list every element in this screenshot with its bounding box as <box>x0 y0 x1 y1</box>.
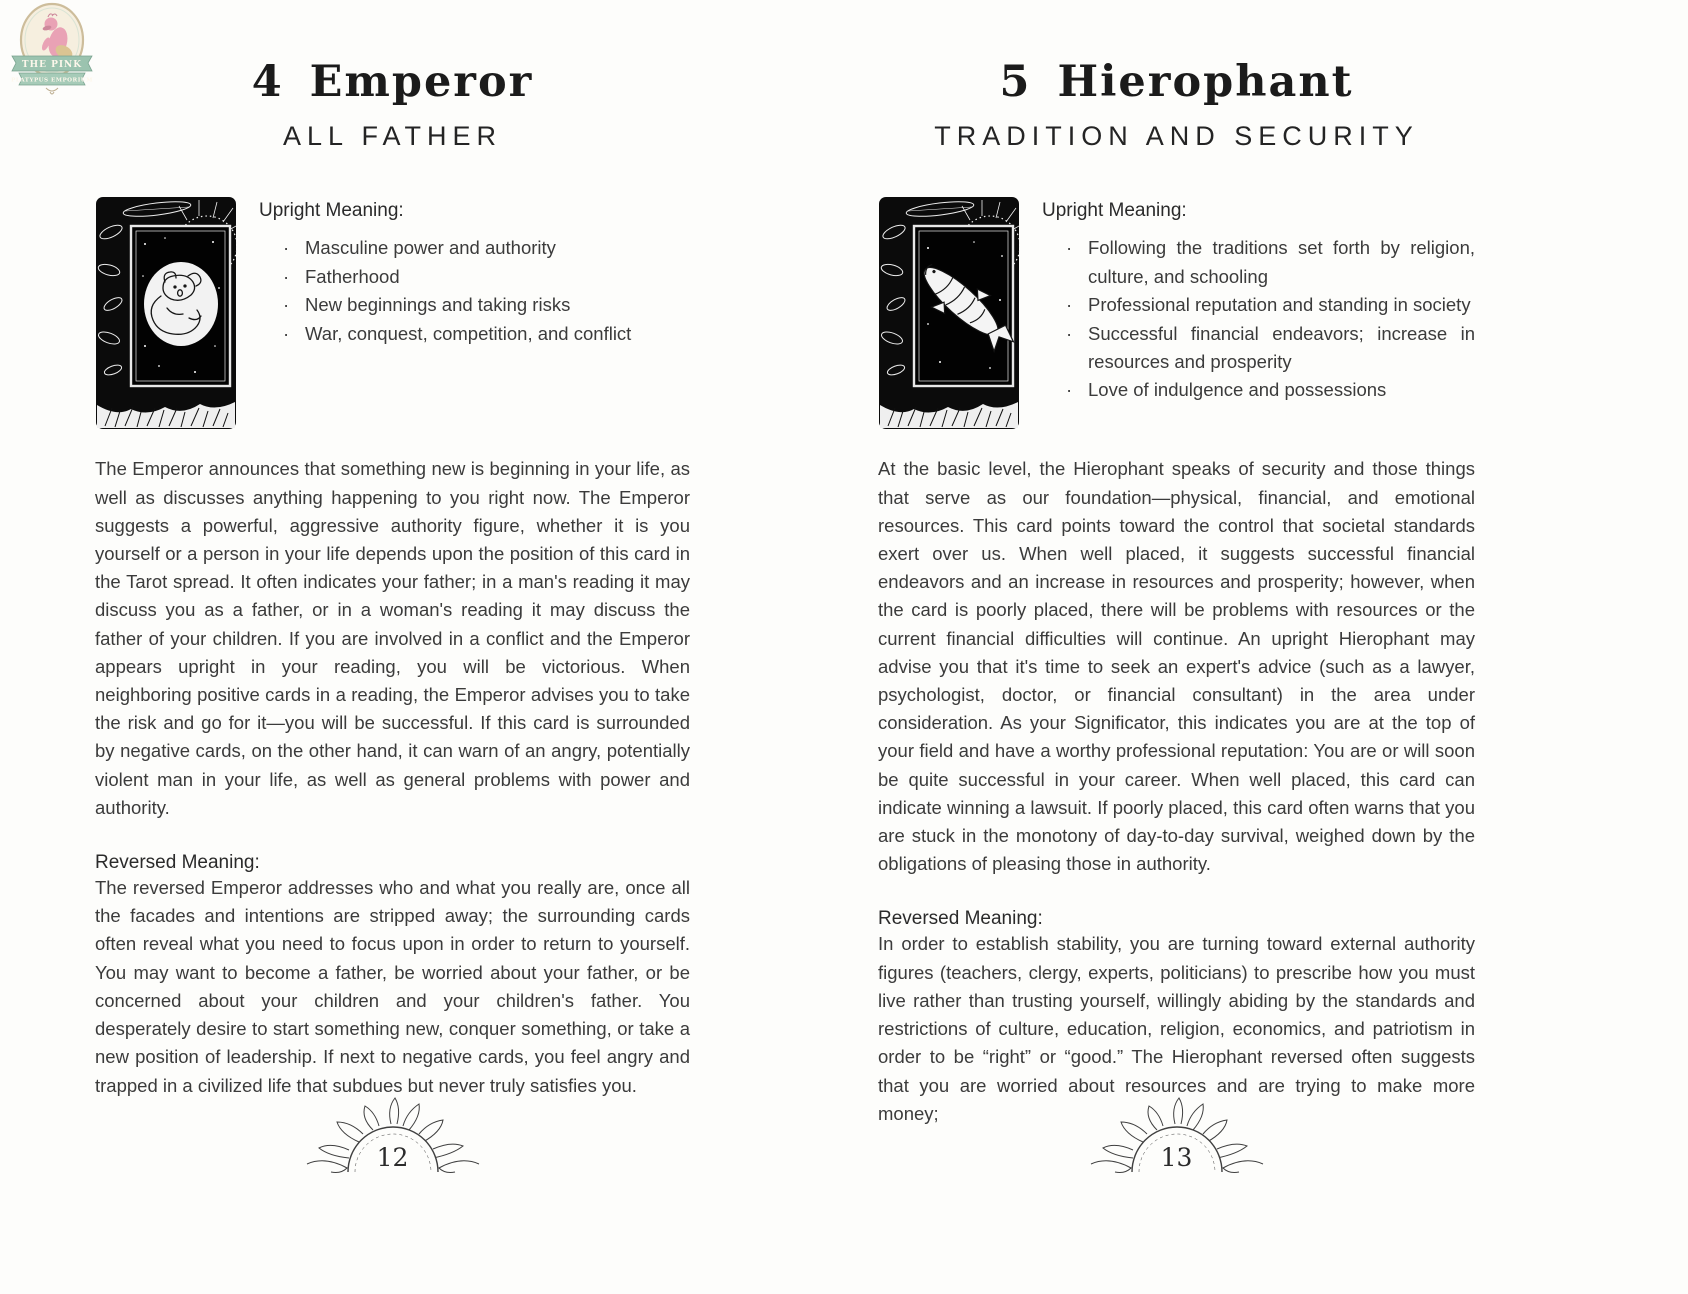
bullet-item <box>1066 291 1475 319</box>
bullet-item <box>283 291 690 319</box>
bullet-text: War, conquest, competition, and conflict <box>305 322 632 344</box>
bullet-item <box>1066 376 1475 404</box>
bullet-text: Masculine power and authority <box>305 237 556 259</box>
bullet-text: New beginnings and taking risks <box>305 294 571 316</box>
card-subtitle: TRADITION AND SECURITY <box>934 121 1419 152</box>
card-and-meanings <box>95 196 690 431</box>
card-title <box>95 58 690 107</box>
upright-bullet-list <box>259 234 690 348</box>
bullet-text: Following the traditions set forth by religion, culture, and schooling <box>1088 237 1475 287</box>
upright-heading: Upright Meaning: <box>1042 200 1187 222</box>
reversed-heading: Reversed Meaning: <box>95 852 260 874</box>
bullet-text: Fatherhood <box>305 265 400 287</box>
upright-bullet-list <box>1042 234 1475 404</box>
card-and-meanings <box>878 196 1475 431</box>
card-title <box>878 58 1475 107</box>
bullet-dot: · <box>283 322 290 344</box>
leaping-fish-card-icon <box>878 196 1020 431</box>
bullet-dot: · <box>283 294 290 316</box>
card-name: Hierophant <box>1057 57 1354 107</box>
page-footer <box>1087 1090 1267 1174</box>
page-footer <box>303 1090 483 1174</box>
logo-line2: PLATYPUS EMPORIUM <box>11 77 93 84</box>
card-number: 5 <box>999 57 1032 107</box>
upright-description: At the basic level, the Hierophant speaks of security and those things that serve as our foundation—physical, financial, and emotional resources. This card points toward the control that societal standards exert over us. When well placed, it suggests successful financial endeavors and an increase in resources and prosperity; however, when the card is poorly placed, there will be problems with resources or the current financial difficulties will continue. An upright Hierophant may advise you that it's time to seek an expert's advice (such as a lawyer, psychologist, doctor, or financial consultant) in the area under consideration. As your Significator, this indicates you are at the top of your field and have a worthy professional reputation: You are or will soon be quite successful in your career. When well placed, this card can indicate winning a lawsuit. If poorly placed, this card often warns that you are stuck in the monotony of day-to-day survival, weighed down by the obligations of pleasing those in authority. <box>878 458 1475 875</box>
koala-moon-card-icon <box>95 196 237 431</box>
bullet-text: Successful financial endeavors; increase in resources and prosperity <box>1088 322 1475 373</box>
bullet-text: Love of indulgence and possessions <box>1088 379 1387 401</box>
hierophant-card-image <box>878 196 1020 431</box>
card-number: 4 <box>251 57 284 107</box>
logo-line1: THE PINK <box>21 60 83 70</box>
card-subtitle: ALL FATHER <box>282 121 503 152</box>
bullet-dot: · <box>283 237 290 259</box>
upright-meanings <box>1042 196 1475 431</box>
reversed-description: The reversed Emperor addresses who and what you really are, once all the facades and intentions are stripped away; the surrounding cards often reveal what you need to focus upon in order to return to yourself. You may want to become a father, be worried about your father, or be concerned about your children and your children's father. You desperately desire to start something new, conquer something, or take a new position of leadership. If next to negative cards, you feel angry and trapped in a civilized life that subdues but never truly satisfies you. <box>95 877 690 1096</box>
upright-description: The Emperor announces that something new is beginning in your life, as well as discusses anything happening to you right now. The Emperor suggests a powerful, aggressive authority figure, whether it is you yourself or a person in your life depends upon the position of this card in the Tarot spread. It often indicates your father; in a man's reading it may discuss you as a father, or in a woman's reading it may discuss the father of your children. If you are involved in a conflict and the Emperor appears upright in your reading, you will be victorious. When neighboring positive cards in a reading, the Emperor advises you to take the risk and go for it—you will be successful. If this card is surrounded by negative cards, on the other hand, it can warn of an angry, potentially violent man in your life, as well as general problems with power and authority. <box>95 458 690 818</box>
bullet-item <box>283 320 690 348</box>
emperor-card-image <box>95 196 237 431</box>
bullet-dot: · <box>1066 379 1073 401</box>
bullet-item <box>283 234 690 262</box>
page-emperor <box>95 0 690 1294</box>
upright-meanings <box>259 196 690 431</box>
page-hierophant <box>878 0 1475 1294</box>
reversed-heading: Reversed Meaning: <box>878 908 1043 930</box>
bullet-item <box>1066 234 1475 291</box>
upright-heading: Upright Meaning: <box>259 200 404 222</box>
bullet-item <box>283 263 690 291</box>
bullet-dot: · <box>1066 294 1073 316</box>
publisher-logo <box>2 2 102 108</box>
page-number: 12 <box>376 1143 409 1172</box>
bullet-dot: · <box>1066 237 1073 259</box>
reversed-description: In order to establish stability, you are turning toward external authority figures (teachers, clergy, experts, politicians) to prescribe how you must live rather than trusting yourself, willingly abiding by the standards and restrictions of culture, education, religion, economics, and patriotism in order to be “right” or “good.” The Hierophant reversed often suggests that you are worried about resources and are trying to make more money; <box>878 933 1475 1124</box>
bullet-item <box>1066 320 1475 377</box>
page-number: 13 <box>1160 1143 1193 1172</box>
bullet-dot: · <box>1066 322 1073 344</box>
card-name: Emperor <box>309 57 534 107</box>
platypus-logo-icon <box>2 2 102 108</box>
bullet-text: Professional reputation and standing in society <box>1088 294 1471 316</box>
bullet-dot: · <box>283 265 290 287</box>
